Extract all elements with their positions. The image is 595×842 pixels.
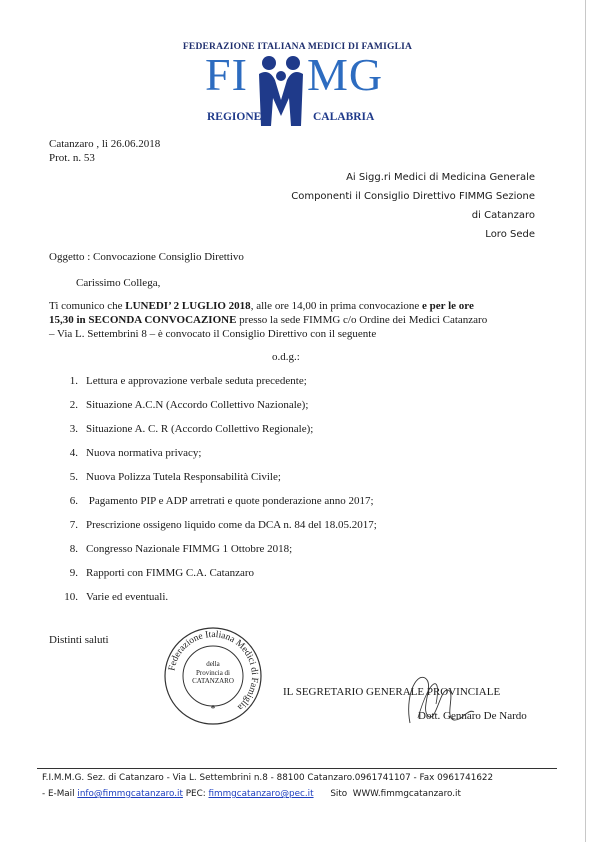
odg-title: o.d.g.: (272, 351, 300, 363)
subject-line: Oggetto : Convocazione Consiglio Direttivo (49, 251, 244, 263)
place-date: Catanzaro , li 26.06.2018 (49, 138, 161, 150)
footer-divider (37, 768, 557, 769)
fimmg-logo (205, 49, 390, 130)
agenda-item: 5. Nuova Polizza Tutela Responsabilità Civile; (69, 471, 281, 483)
recipient-line: di Catanzaro (471, 210, 535, 221)
page-edge (585, 0, 586, 842)
signature-title: IL SEGRETARIO GENERALE PROVINCIALE (283, 686, 501, 698)
agenda-item: 4. Nuova normativa privacy; (69, 447, 202, 459)
body-paragraph-line-3: – Via L. Settembrini 8 – è convocato il Consiglio Direttivo con il seguente (49, 328, 377, 340)
salutation: Carissimo Collega, (76, 277, 161, 289)
recipient-line: Loro Sede (485, 229, 535, 240)
official-stamp (163, 626, 263, 726)
email-link[interactable]: info@fimmgcatanzaro.it (77, 789, 183, 799)
stamp-center-text: della Provincia di CATANZARO (192, 660, 234, 685)
body-text: presso la sede FIMMG c/o Ordine dei Medici Catanzaro (236, 314, 488, 326)
svg-text:*: * (210, 704, 216, 715)
region-left: REGIONE (207, 111, 262, 123)
pec-link[interactable]: fimmgcatanzaro@pec.it (208, 789, 314, 799)
agenda-item: 7. Prescrizione ossigeno liquido come da DCA n. 84 del 18.05.2017; (69, 519, 377, 531)
family-figure-icon (255, 54, 307, 128)
agenda-item: 2. Situazione A.C.N (Accordo Collettivo Nazionale); (69, 399, 309, 411)
agenda-item: 6. Pagamento PIP e ADP arretrati e quote ponderazione anno 2017; (69, 495, 374, 507)
closing-salutation: Distinti saluti (49, 634, 109, 646)
recipient-line: Componenti il Consiglio Direttivo FIMMG Sezione (291, 191, 535, 202)
agenda-item: 9. Rapporti con FIMMG C.A. Catanzaro (69, 567, 255, 579)
body-text: , alle ore 14,00 in prima convocazione (250, 300, 423, 312)
body-paragraph-line-1 (49, 300, 549, 312)
agenda-item: 3. Situazione A. C. R (Accordo Collettivo Regionale); (69, 423, 314, 435)
signatory-name: Dott. Gennaro De Nardo (418, 710, 527, 722)
logo-letters-left: FI (205, 49, 248, 100)
footer-address: F.I.M.M.G. Sez. di Catanzaro - Via L. Settembrini n.8 - 88100 Catanzaro.0961741107 - Fax 0961741622 (42, 773, 494, 783)
stamp-ring-text: Federazione Italiana Medici di Famiglia (167, 629, 260, 712)
agenda-item: 1. Lettura e approvazione verbale seduta precedente; (69, 375, 307, 387)
meeting-date: LUNEDI’ 2 LUGLIO 2018 (125, 300, 251, 312)
federation-name: FEDERAZIONE ITALIANA MEDICI DI FAMIGLIA (182, 42, 413, 52)
recipients-block (291, 168, 535, 244)
logo-letters-right: MG (307, 49, 384, 100)
handwritten-signature-icon (390, 668, 480, 728)
region-right: CALABRIA (313, 111, 375, 123)
recipient-line: Ai Sigg.ri Medici di Medicina Generale (346, 172, 535, 183)
body-text: Ti comunico che (49, 300, 126, 312)
body-paragraph-line-2 (49, 314, 549, 326)
protocol-number: Prot. n. 53 (49, 152, 95, 164)
footer-contacts (42, 789, 461, 799)
agenda-item: 8. Congresso Nazionale FIMMG 1 Ottobre 2018; (69, 543, 293, 555)
website-text: Sito WWW.fimmgcatanzaro.it (313, 789, 461, 799)
pec-label: PEC: (182, 789, 209, 799)
body-emphasis: e per le ore (422, 300, 474, 312)
second-call-time: 15,30 in SECONDA CONVOCAZIONE (49, 314, 237, 326)
email-label: - E-Mail (42, 789, 78, 799)
agenda-item: 10. Varie ed eventuali. (64, 591, 169, 603)
